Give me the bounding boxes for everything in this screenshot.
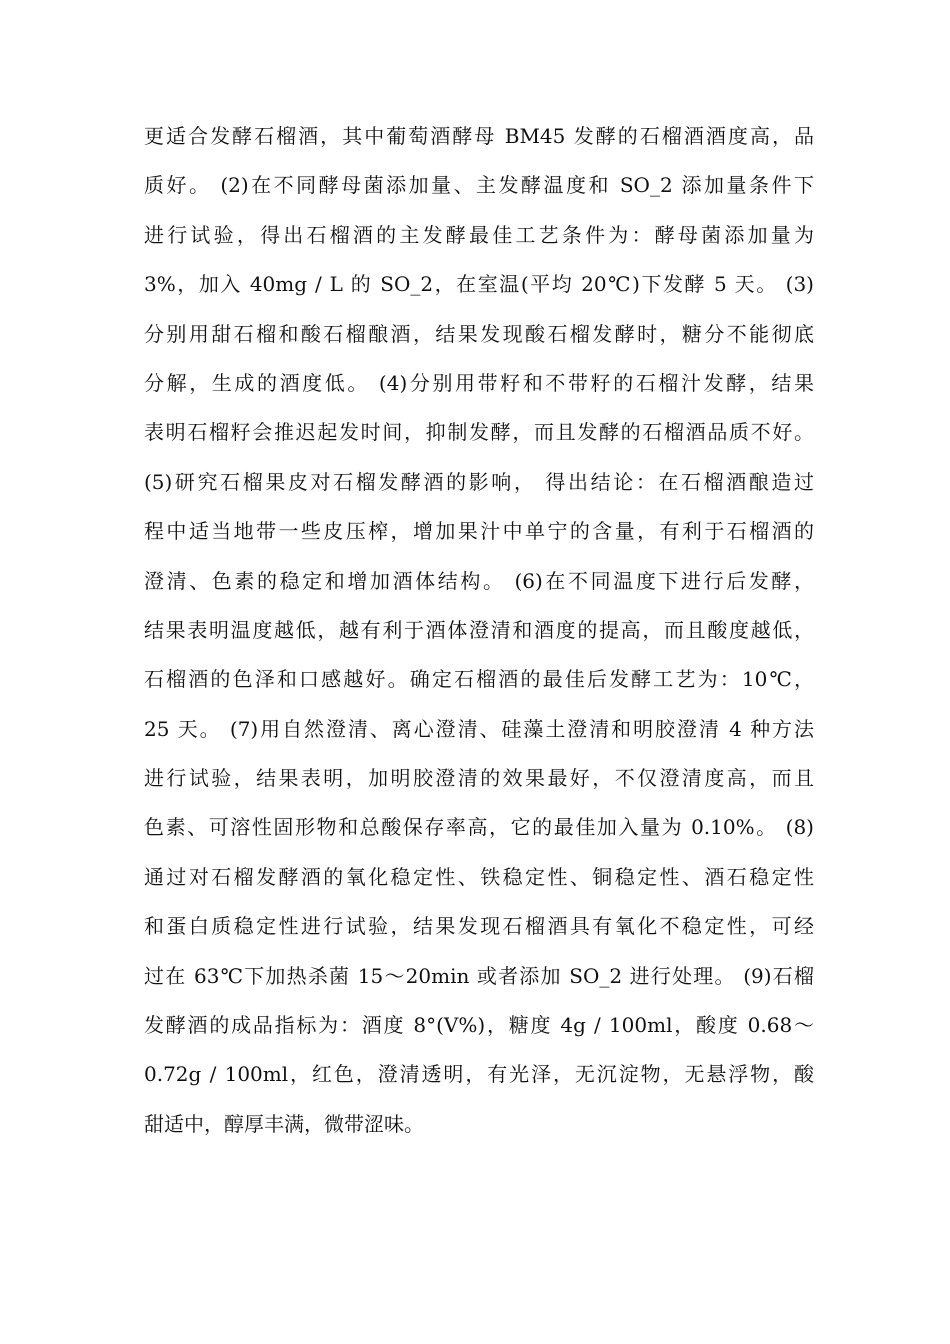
text-line: 甜适中，醇厚丰满，微带涩味。 bbox=[144, 1111, 424, 1136]
text-line: 澄清、色素的稳定和增加酒体结构。 (6)在不同温度下进行后发酵， bbox=[144, 568, 814, 593]
text-line: 更适合发酵石榴酒，其中葡萄酒酵母 BM45 发酵的石榴酒酒度高，品 bbox=[144, 124, 814, 148]
text-line: 表明石榴籽会推迟起发时间，抑制发酵，而且发酵的石榴酒品质不好。 bbox=[144, 420, 814, 445]
text-line: 过在 63℃下加热杀菌 15～20min 或者添加 SO_2 进行处理。 (9)石榴 bbox=[144, 963, 814, 988]
text-line: (5)研究石榴果皮对石榴发酵酒的影响， 得出结论：在石榴酒酿造过 bbox=[144, 469, 814, 494]
text-line: 石榴酒的色泽和口感越好。确定石榴酒的最佳后发酵工艺为：10℃， bbox=[144, 667, 814, 692]
text-line: 分解，生成的酒度低。 (4)分别用带籽和不带籽的石榴汁发酵，结果 bbox=[144, 370, 814, 395]
text-line: 和蛋白质稳定性进行试验，结果发现石榴酒具有氧化不稳定性，可经 bbox=[144, 914, 814, 939]
text-line: 分别用甜石榴和酸石榴酿酒，结果发现酸石榴发酵时，糖分不能彻底 bbox=[144, 321, 814, 346]
text-line: 3%，加入 40mg / L 的 SO_2，在室温(平均 20℃)下发酵 5 天。 (3) bbox=[144, 272, 814, 297]
body-text bbox=[144, 116, 814, 1153]
text-line: 通过对石榴发酵酒的氧化稳定性、铁稳定性、铜稳定性、酒石稳定性 bbox=[144, 864, 814, 889]
text-line: 结果表明温度越低，越有利于酒体澄清和酒度的提高，而且酸度越低， bbox=[144, 617, 814, 642]
text-line: 色素、可溶性固形物和总酸保存率高，它的最佳加入量为 0.10%。 (8) bbox=[144, 815, 814, 840]
text-line: 进行试验，得出石榴酒的主发酵最佳工艺条件为：酵母菌添加量为 bbox=[144, 222, 814, 247]
text-line: 发酵酒的成品指标为：酒度 8°(V%)，糖度 4g / 100ml，酸度 0.68～ bbox=[144, 1013, 814, 1038]
text-line: 0.72g / 100ml，红色，澄清透明，有光泽，无沉淀物，无悬浮物，酸 bbox=[144, 1062, 814, 1087]
text-line: 25 天。 (7)用自然澄清、离心澄清、硅藻土澄清和明胶澄清 4 种方法 bbox=[144, 716, 814, 741]
text-line: 进行试验，结果表明，加明胶澄清的效果最好，不仅澄清度高，而且 bbox=[144, 766, 814, 791]
text-line: 质好。 (2)在不同酵母菌添加量、主发酵温度和 SO_2 添加量条件下 bbox=[144, 173, 814, 198]
text-line: 程中适当地带一些皮压榨，增加果汁中单宁的含量，有利于石榴酒的 bbox=[144, 519, 814, 544]
